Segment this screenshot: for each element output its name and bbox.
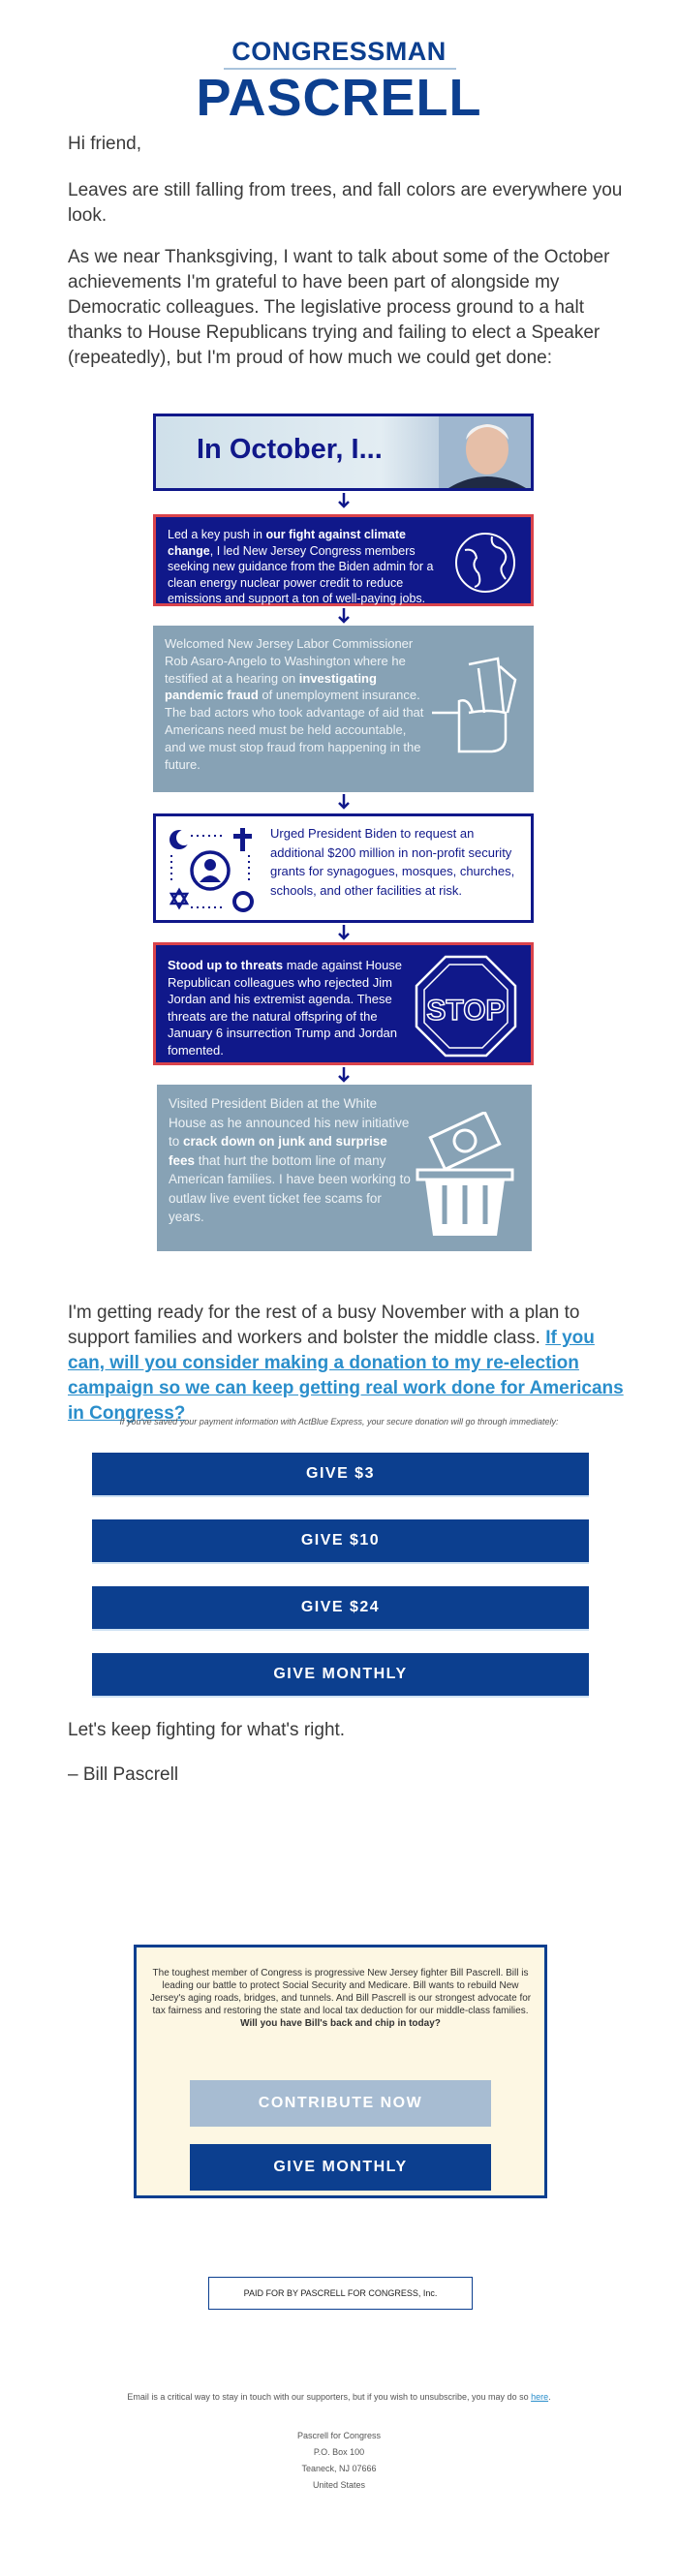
achievement-highlight: crack down on junk and surprise fees — [169, 1134, 387, 1168]
closing-line: Let's keep fighting for what's right. — [68, 1720, 346, 1740]
arrow-down-icon — [337, 608, 351, 624]
paid-for-disclaimer: PAID FOR BY PASCRELL FOR CONGRESS, Inc. — [208, 2277, 473, 2310]
paragraph-leaves: Leaves are still falling from trees, and fall colors are everywhere you look. — [68, 180, 623, 226]
infographic-header — [153, 414, 534, 491]
arrow-down-icon — [337, 794, 351, 810]
actblue-disclaimer: If you've saved your payment information with ActBlue Express, your secure donation will go through immediately: — [119, 1417, 559, 1426]
arrow-down-icon — [337, 493, 351, 508]
achievement-highlight: our fight against climate change — [168, 528, 406, 558]
unsubscribe-notice: Email is a critical way to stay in touch with our supporters, but if you wish to unsubscribe, you may do so here. — [127, 2392, 551, 2402]
arrow-down-icon — [337, 925, 351, 940]
address-line: P.O. Box 100 — [313, 2447, 365, 2457]
unsubscribe-text: Email is a critical way to stay in touch with our supporters, but if you wish to unsubscribe, you may do so — [127, 2392, 532, 2402]
give-10-button[interactable]: GIVE $10 — [92, 1519, 589, 1564]
address-line: United States — [312, 2480, 366, 2490]
infographic-title: In October, I... — [197, 434, 383, 465]
faith-symbols-icon — [166, 826, 258, 915]
signature: – Bill Pascrell — [68, 1764, 179, 1785]
achievement-text: made against House Republican colleagues who rejected Jim Jordan and his extremist agenda. These threats are the natural offspring of the January 6 insurrection Trump and Jordan fomented. — [168, 958, 403, 1058]
achievement-threats — [153, 942, 534, 1065]
achievement-security-grants — [153, 813, 534, 923]
stop-sign-text: STOP — [426, 995, 506, 1027]
achievement-fraud — [153, 626, 534, 792]
address-line: Pascrell for Congress — [296, 2431, 382, 2440]
achievement-text: of unemployment insurance. The bad actors who took advantage of aid that Americans need must be held accountable, and we must stop fraud from happening in the future. — [165, 688, 424, 772]
address-line: Teaneck, NJ 07666 — [301, 2464, 377, 2473]
achievement-junk-fees — [157, 1085, 532, 1251]
donation-link[interactable]: If you can, will you consider making a donation to my re-election campaign so we can keep getting real work done for Americans in Congress? — [68, 1328, 624, 1424]
achievement-text: Visited President Biden at the White House as he announced his new initiative to — [169, 1096, 410, 1149]
callout-box — [134, 1945, 547, 2198]
greeting: Hi friend, — [68, 134, 142, 154]
paragraph-october: As we near Thanksgiving, I want to talk about some of the October achievements I'm grateful to have been part of alongside my Democratic colleagues. The legislative process ground to a halt thanks to House Republicans trying and failing to elect a Speaker (repeatedly), but I'm proud of how much we could get done: — [68, 247, 610, 368]
paragraph-november — [68, 1301, 630, 1426]
callout-text — [144, 1967, 537, 2030]
achievement-highlight: investigating pandemic fraud — [165, 670, 377, 703]
globe-icon — [453, 531, 517, 595]
logo-pascrell: PASCRELL — [196, 69, 482, 127]
give-3-button[interactable]: GIVE $3 — [92, 1453, 589, 1497]
portrait-image — [439, 416, 531, 488]
money-trash-icon — [414, 1112, 516, 1238]
unsubscribe-link[interactable]: here — [531, 2392, 549, 2402]
achievement-text: Led a key push in — [168, 528, 266, 541]
november-text: I'm getting ready for the rest of a busy November with a plan to support families and workers and bolster the middle class. — [68, 1303, 580, 1348]
achievement-highlight: Stood up to threats — [168, 958, 284, 972]
arrow-down-icon — [337, 1067, 351, 1083]
stop-sign-icon — [415, 955, 517, 1058]
mailing-address — [0, 2428, 678, 2494]
callout-give-monthly-button[interactable]: GIVE MONTHLY — [190, 2144, 491, 2191]
callout-question: Will you have Bill's back and chip in today? — [240, 2018, 441, 2029]
callout-body: The toughest member of Congress is progressive New Jersey fighter Bill Pascrell. Bill is leading our battle to protect Social Security and Medicare. Bill wants to rebuild New Jersey's aging roads, bridges, and tunnels. And Bill Pascrell is our strongest advocate for tax fairness and restoring the state and local tax deduction for our middle-class families. — [149, 1968, 532, 2016]
give-24-button[interactable]: GIVE $24 — [92, 1586, 589, 1631]
achievement-text: , I led New Jersey Congress members seeking new guidance from the Biden admin for a clean energy nuclear power credit to reduce emissions and support a ton of well-paying jobs. — [168, 543, 434, 605]
achievement-text: Welcomed New Jersey Labor Commissioner Rob Asaro-Angelo to Washington where he testified at a hearing on — [165, 636, 414, 686]
give-monthly-button[interactable]: GIVE MONTHLY — [92, 1653, 589, 1698]
achievement-climate — [153, 514, 534, 606]
achievement-text: that hurt the bottom line of many American families. I have been working to outlaw live event ticket fee scams for years. — [169, 1152, 411, 1224]
contribute-now-button[interactable]: CONTRIBUTE NOW — [190, 2080, 491, 2127]
fist-money-icon — [430, 655, 522, 761]
achievement-text: Urged President Biden to request an additional $200 million in non-profit security grants for synagogues, mosques, churches, schools, and other facilities at risk. — [270, 826, 515, 898]
logo-congressman: CONGRESSMAN — [231, 37, 447, 66]
